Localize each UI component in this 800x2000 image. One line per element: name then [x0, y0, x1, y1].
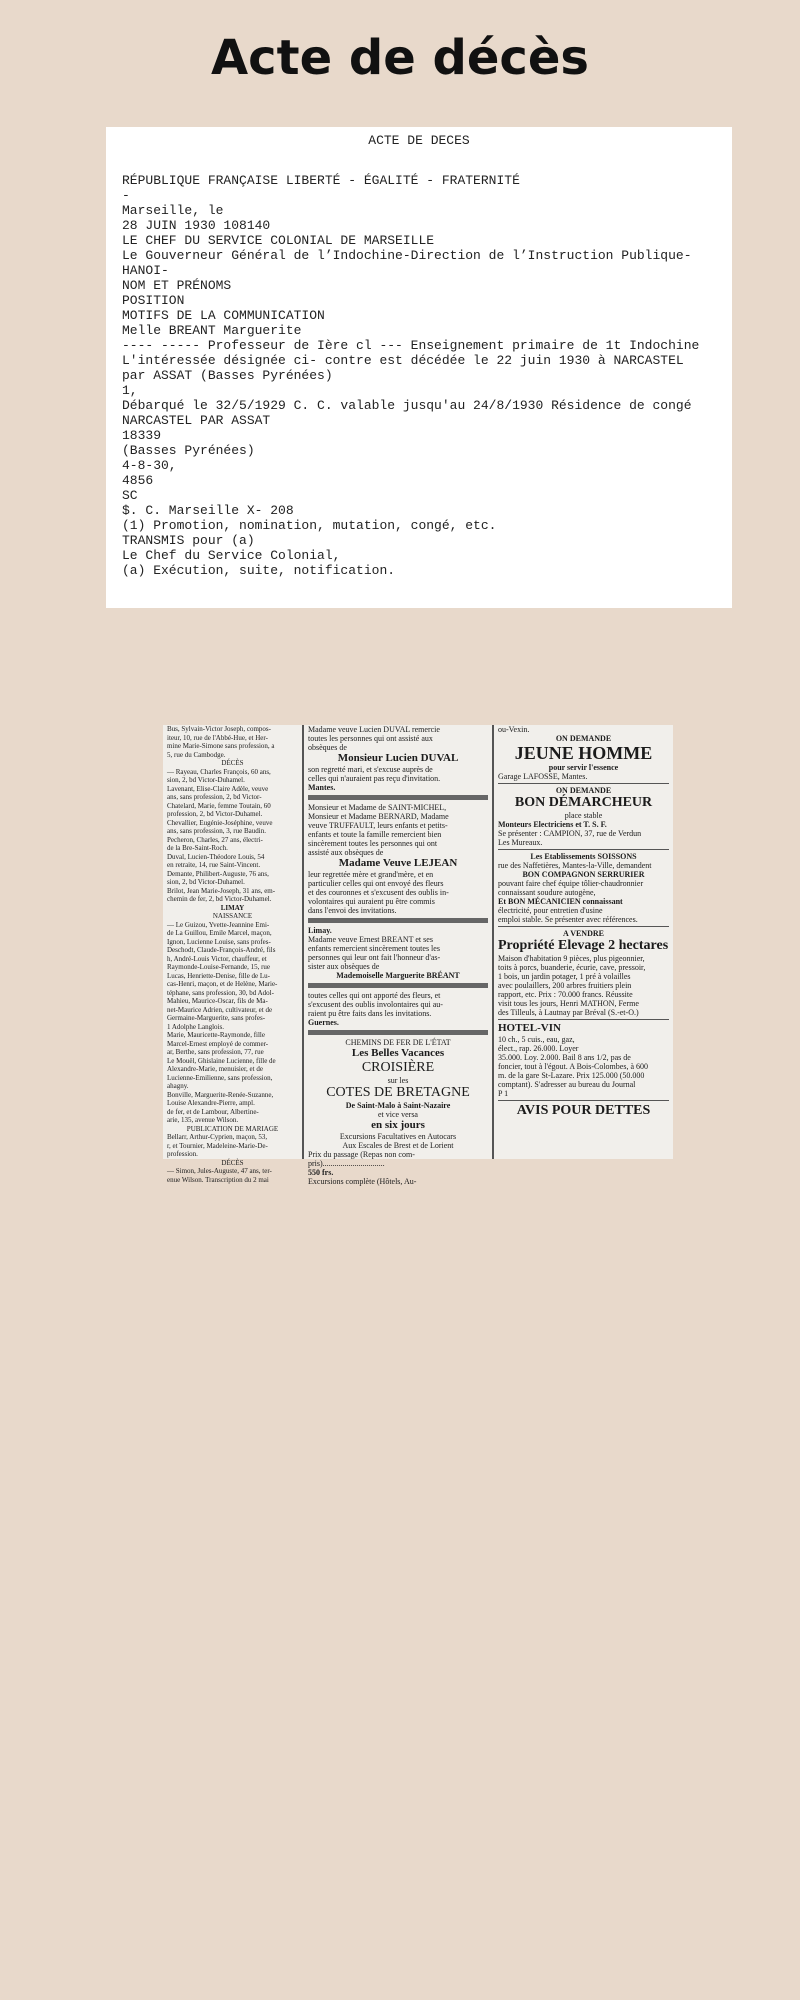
document-line: POSITION — [122, 293, 185, 308]
clipping-line: élect., rap. 26.000. Loyer — [498, 1044, 579, 1053]
clipping-line: h, André-Louis Victor, chauffeur, et — [167, 954, 267, 963]
clipping-divider — [308, 1030, 488, 1035]
clipping-line: emploi stable. Se présenter avec références. — [498, 915, 638, 924]
clipping-line: DÉCÈS — [221, 759, 244, 767]
document-line: par ASSAT (Basses Pyrénées) — [122, 368, 333, 383]
clipping-line: Madame veuve Lucien DUVAL remercie — [308, 725, 440, 734]
clipping-line: en retraite, 14, rue Saint-Vincent. — [167, 861, 261, 869]
clipping-column-3 — [494, 725, 673, 1159]
document-line: (Basses Pyrénées) — [122, 443, 255, 458]
clipping-divider — [308, 795, 488, 800]
clipping-column-1 — [163, 725, 304, 1184]
clipping-line: Demante, Philibert-Auguste, 76 ans, — [167, 869, 269, 878]
clipping-line: enfants et toute la famille remercient bien — [308, 830, 442, 839]
document-line: Débarqué le 32/5/1929 C. C. valable jusqu'au 24/8/1930 Résidence de congé — [122, 398, 692, 413]
clipping-line: obsèques de — [308, 743, 347, 752]
clipping-line: Madame Veuve LEJEAN — [338, 857, 458, 869]
clipping-line: Duval, Lucien-Théodore Louis, 54 — [167, 852, 265, 861]
clipping-line: — Rayeau, Charles François, 60 ans, — [167, 767, 271, 776]
clipping-line: profession, 2, bd Victor-Duhamel. — [167, 810, 263, 818]
document-card — [106, 127, 732, 608]
clipping-line: CROISIÈRE — [361, 1060, 435, 1075]
clipping-line: iteur, 10, rue de l'Abbé-Hue, et Her- — [167, 733, 268, 742]
clipping-line: Mademoiselle Marguerite BRÉANT — [336, 971, 460, 980]
clipping-line: Raymonde-Louise-Fernande, 15, rue — [167, 963, 271, 971]
clipping-line: Chatelard, Marie, femme Toutain, 60 — [167, 801, 271, 810]
clipping-line: ON DEMANDE — [555, 734, 612, 743]
clipping-line: Pecheron, Charles, 27 ans, électri- — [167, 835, 263, 844]
clipping-line: ans, sans profession, 2, bd Victor- — [167, 793, 262, 801]
document-line: Le Gouverneur Général de l’Indochine-Direction de l’Instruction Publique- — [122, 248, 692, 263]
clipping-line: et vice versa — [378, 1110, 418, 1119]
clipping-line: Ignon, Lucienne Louise, sans profes- — [167, 937, 271, 946]
clipping-line: s'excusent des oublis involontaires qui au- — [308, 1000, 443, 1009]
clipping-line: BON COMPAGNON SERRURIER — [522, 870, 645, 879]
clipping-line: 35.000. Loy. 2.000. Bail 8 ans 1/2, pas de — [498, 1053, 631, 1062]
document-line: 18339 — [122, 428, 162, 443]
clipping-line: ON DEMANDE — [555, 786, 612, 795]
clipping-line: A VENDRE — [563, 929, 604, 938]
clipping-divider — [498, 1019, 669, 1020]
clipping-line: m. de la gare St-Lazare. Prix 125.000 (50.000 — [498, 1071, 645, 1080]
clipping-line: leur regrettée mère et grand'mère, et en — [308, 870, 434, 879]
clipping-line: r, et Tournier, Madeleine-Marie-De- — [167, 1141, 268, 1150]
document-line: $. C. Marseille X- 208 — [122, 503, 294, 518]
clipping-line: assisté aux obsèques de — [308, 848, 384, 857]
clipping-line: — Le Guizou, Yvette-Jeannine Emi- — [167, 920, 270, 929]
clipping-line: cas-Henri, maçon, et de Helène, Marie- — [167, 980, 278, 988]
document-line: Le Chef du Service Colonial, — [122, 548, 341, 563]
clipping-line: Aux Escales de Brest et de Lorient — [342, 1141, 454, 1150]
clipping-line: veuve TRUFFAULT, leurs enfants et petits- — [308, 821, 448, 830]
clipping-line: Bus, Sylvain-Victor Joseph, compos- — [167, 725, 271, 733]
clipping-line: personnes qui leur ont fait l'honneur d'as- — [308, 953, 441, 962]
clipping-line: de la Bre-Saint-Roch. — [167, 844, 228, 852]
clipping-line: Louise Alexandre-Pierre, ampl. — [167, 1099, 255, 1107]
clipping-divider — [498, 926, 669, 927]
document-line: SC — [122, 488, 138, 503]
clipping-divider — [308, 983, 488, 988]
document-line: 4-8-30, — [122, 458, 177, 473]
clipping-line: ar, Berthe, sans profession, 77, rue — [167, 1048, 264, 1056]
clipping-line: DÉCÈS — [221, 1158, 244, 1167]
clipping-line: 1 Adolphe Langlois. — [167, 1022, 224, 1031]
document-line: 28 JUIN 1930 108140 — [122, 218, 271, 233]
clipping-line: enfants remercient sincèrement toutes les — [308, 944, 440, 953]
clipping-line: P 1 — [498, 1089, 509, 1098]
clipping-line: pouvant faire chef équipe tôlier-chaudronnier — [498, 879, 644, 888]
clipping-divider — [498, 783, 669, 784]
clipping-line: Monsieur et Madame de SAINT-MICHEL, — [308, 803, 447, 812]
document-line: 1, — [122, 383, 138, 398]
clipping-line: toutes les personnes qui ont assisté aux — [308, 734, 433, 743]
document-line: Marseille, le — [122, 203, 224, 218]
document-heading: ACTE DE DECES — [368, 133, 470, 148]
clipping-line: sion, 2, bd Victor-Duhamel. — [167, 776, 245, 784]
clipping-line: Maison d'habitation 9 pièces, plus pigeonnier, — [498, 954, 645, 963]
document-line: ---- ----- Professeur de Ière cl --- Enseignement primaire de 1t Indochine — [122, 338, 700, 353]
clipping-line: 550 frs. — [308, 1168, 334, 1177]
clipping-line: ahagny. — [167, 1082, 189, 1090]
clipping-line: sister aux obsèques de — [308, 962, 380, 971]
document-line: MOTIFS DE LA COMMUNICATION — [122, 308, 325, 323]
clipping-divider — [308, 918, 488, 923]
clipping-line: électricité, pour entretien d'usine — [498, 906, 603, 915]
clipping-line: Alexandre-Marie, menuisier, et de — [167, 1065, 263, 1073]
clipping-line: Limay. — [308, 926, 332, 935]
clipping-line: sincèrement toutes les personnes qui ont — [308, 839, 438, 848]
clipping-line: raient pu être faits dans les invitations. — [308, 1009, 432, 1018]
clipping-line: AVIS POUR DETTES — [516, 1103, 651, 1118]
clipping-line: sur les — [387, 1076, 409, 1085]
clipping-line: LIMAY — [220, 903, 245, 912]
clipping-line: Deschodt, Claude-François-André, fils — [167, 946, 276, 954]
document-line: LE CHEF DU SERVICE COLONIAL DE MARSEILLE — [122, 233, 435, 248]
clipping-line: HOTEL-VIN — [498, 1022, 561, 1034]
clipping-line: Monsieur et Madame BERNARD, Madame — [308, 812, 449, 821]
clipping-line: rapport, etc. Prix : 70.000 francs. Réussite — [498, 990, 633, 999]
page-title: Acte de décès — [211, 30, 589, 86]
clipping-line: BON DÉMARCHEUR — [514, 795, 653, 810]
clipping-line: De Saint-Malo à Saint-Nazaire — [345, 1101, 451, 1110]
clipping-line: Chevallier, Eugénie-Joséphine, veuve — [167, 818, 273, 827]
clipping-line: volontaires qui auraient pu être commis — [308, 897, 435, 906]
clipping-line: CHEMINS DE FER DE L'ÉTAT — [345, 1038, 451, 1047]
clipping-line: téphane, sans profession, 30, bd Adol- — [167, 988, 274, 997]
clipping-line: Garage LAFOSSE, Mantes. — [498, 772, 588, 781]
newspaper-clipping — [163, 725, 673, 1186]
clipping-line: place stable — [564, 811, 603, 820]
clipping-divider — [498, 1100, 669, 1101]
clipping-line: Se présenter : CAMPION, 37, rue de Verdun — [498, 829, 642, 838]
clipping-line: 10 ch., 5 cuis., eau, gaz, — [498, 1035, 575, 1044]
clipping-line: toutes celles qui ont apporté des fleurs, et — [308, 991, 441, 1000]
clipping-line: de fer, et de Lambour, Albertine- — [167, 1107, 259, 1116]
clipping-line: sion, 2, bd Victor-Duhamel. — [167, 878, 245, 886]
clipping-line: toits à porcs, buanderie, écurie, cave, pressoir, — [498, 963, 646, 972]
clipping-line: net-Maurice Adrien, cultivateur, et de — [167, 1005, 273, 1014]
clipping-line: COTES DE BRETAGNE — [326, 1085, 470, 1100]
clipping-line: particulier celles qui ont envoyé des fleurs — [308, 879, 444, 888]
clipping-line: rue des Naffetières, Mantes-la-Ville, demandent — [498, 861, 652, 870]
clipping-line: Lucas, Henriette-Denise, fille de Lu- — [167, 971, 271, 980]
clipping-line: connaissant soudure autogène, — [498, 888, 596, 897]
clipping-line: Les Belles Vacances — [351, 1047, 445, 1059]
clipping-line: et des couronnes et s'excusent des oublis in- — [308, 888, 449, 897]
clipping-line: pris)............................... — [308, 1159, 385, 1168]
clipping-line: profession. — [167, 1150, 198, 1158]
document-line: NARCASTEL PAR ASSAT — [122, 413, 271, 428]
clipping-line: des Tilleuls, à Lautnay par Bréval (S.-et-O.) — [498, 1008, 639, 1017]
clipping-line: en six jours — [371, 1119, 425, 1131]
clipping-line: chemin de fer, 2, bd Victor-Duhamel. — [167, 895, 272, 903]
document-line: (1) Promotion, nomination, mutation, congé, etc. — [122, 518, 497, 533]
clipping-line: visit tous les jours, Henri MATHON, Ferme — [498, 999, 639, 1008]
clipping-line: avec poulaillers, 200 arbres fruitiers plein — [498, 981, 632, 990]
document-line: RÉPUBLIQUE FRANÇAISE LIBERTÉ - ÉGALITÉ - FRATERNITÉ — [122, 173, 520, 188]
clipping-line: Mahieu, Maurice-Oscar, fils de Ma- — [167, 997, 268, 1005]
clipping-line: Monsieur Lucien DUVAL — [337, 752, 459, 764]
clipping-line: foncier, tout à l'égout. A Bois-Colombes, à 600 — [498, 1062, 648, 1071]
clipping-line: arie, 135, avenue Wilson. — [167, 1116, 239, 1124]
clipping-column-2 — [304, 725, 494, 1186]
clipping-line: PUBLICATION DE MARIAGE — [186, 1124, 279, 1133]
clipping-line: — Simon, Jules-Auguste, 47 ans, ter- — [167, 1167, 272, 1175]
clipping-line: Et BON MÉCANICIEN connaissant — [498, 897, 623, 906]
clipping-line: Les Mureaux. — [498, 838, 543, 847]
document-line: (a) Exécution, suite, notification. — [122, 563, 396, 578]
clipping-line: Monteurs Electriciens et T. S. F. — [498, 820, 607, 829]
clipping-line: Marcel-Ernest employé de commer- — [167, 1039, 269, 1048]
clipping-line: ans, sans profession, 3, rue Baudin. — [167, 827, 266, 835]
clipping-line: 5, rue du Cambodge. — [167, 750, 226, 759]
document-line: - — [122, 188, 130, 203]
clipping-line: son regretté mari, et s'excuse auprès de — [308, 765, 433, 774]
clipping-line: Propriété Elevage 2 hectares — [498, 938, 669, 953]
document-line: TRANSMIS pour (a) — [122, 533, 255, 548]
clipping-line: de La Guillou, Emile Marcel, maçon, — [167, 929, 272, 937]
clipping-line: dans l'envoi des invitations. — [308, 906, 397, 915]
clipping-line: Marie, Mauricette-Raymonde, fille — [167, 1031, 265, 1039]
clipping-line: Brilot, Jean Marie-Joseph, 31 ans, em- — [167, 886, 276, 895]
document-line: 4856 — [122, 473, 154, 488]
clipping-line: JEUNE HOMME — [514, 743, 653, 763]
clipping-line: Lucienne-Emilienne, sans profession, — [167, 1073, 273, 1082]
document-line: Melle BREANT Marguerite — [122, 323, 302, 338]
clipping-line: Le Mouël, Ghislaine Lucienne, fille de — [167, 1056, 276, 1065]
document-line: L'intéressée désignée ci- contre est décédée le 22 juin 1930 à NARCASTEL — [122, 353, 684, 368]
clipping-line: Guernes. — [308, 1018, 339, 1027]
clipping-line: Bellarr, Arthur-Cyprien, maçon, 53, — [167, 1133, 268, 1141]
clipping-divider — [498, 849, 669, 850]
clipping-line: pour servir l'essence — [548, 763, 619, 772]
clipping-line: celles qui n'auraient pas reçu d'invitation. — [308, 774, 441, 783]
clipping-line: Bonville, Marguerite-Renée-Suzanne, — [167, 1090, 274, 1099]
clipping-line: Excursions Facultatives en Autocars — [339, 1132, 457, 1141]
clipping-line: Prix du passage (Repas non com- — [308, 1150, 415, 1159]
clipping-line: Germaine-Marguerite, sans profes- — [167, 1014, 266, 1022]
document-line: HANOI- — [122, 263, 169, 278]
clipping-line: Madame veuve Ernest BREANT et ses — [308, 935, 433, 944]
clipping-line: ou-Vexin. — [498, 725, 530, 734]
clipping-line: Lavenant, Elise-Claire Adèle, veuve — [167, 784, 269, 793]
document-body — [122, 173, 716, 578]
clipping-line: Excursions complète (Hôtels, Au- — [308, 1177, 417, 1186]
clipping-line: Les Etablissements SOISSONS — [530, 852, 637, 861]
clipping-line: Mantes. — [308, 783, 336, 792]
document-line: NOM ET PRÉNOMS — [122, 278, 232, 293]
clipping-line: NAISSANCE — [212, 912, 253, 920]
clipping-line: enue Wilson. Transcription du 2 mai — [167, 1175, 269, 1184]
clipping-line: mine Marie-Simone sans profession, a — [167, 742, 275, 750]
clipping-line: 1 bois, un jardin potager, 1 pré à volailles — [498, 972, 631, 981]
clipping-line: comptant). S'adresser au bureau du Journal — [498, 1080, 636, 1089]
